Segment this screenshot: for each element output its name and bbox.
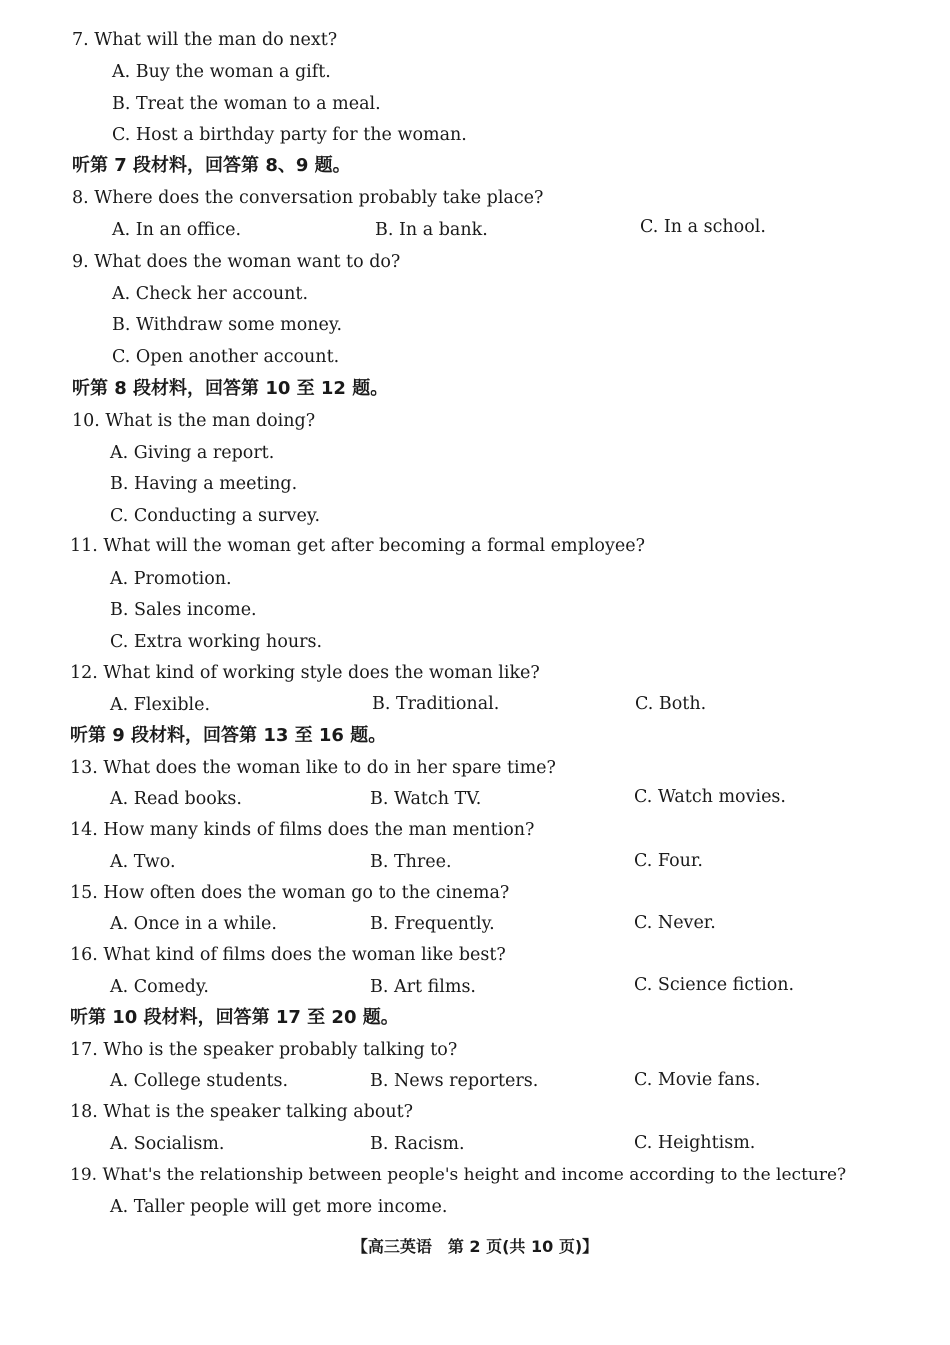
page-footer: 【高三英语 第 2 页(共 10 页)】 [351,1237,599,1256]
section-header-7: 听第 7 段材料，回答第 8、9 题。 [72,155,351,176]
question-18-option-b: B. Racism. [370,1134,465,1154]
question-8-stem: 8. Where does the conversation probably take place? [72,188,544,208]
question-9-stem: 9. What does the woman want to do? [72,252,401,272]
question-7-option-b: B. Treat the woman to a meal. [112,94,381,114]
question-16-stem: 16. What kind of films does the woman like best? [70,945,506,965]
question-7-option-a: A. Buy the woman a gift. [112,62,331,82]
question-10-stem: 10. What is the man doing? [72,411,316,431]
question-19-stem: 19. What's the relationship between people's height and income according to the lecture? [70,1165,847,1185]
question-13-option-b: B. Watch TV. [370,789,482,809]
question-7-stem: 7. What will the man do next? [72,30,338,50]
question-8-option-c: C. In a school. [640,217,766,237]
question-13-option-a: A. Read books. [110,789,242,809]
question-14-option-c: C. Four. [634,851,703,871]
question-12-option-a: A. Flexible. [110,695,211,715]
question-17-stem: 17. Who is the speaker probably talking to? [70,1040,458,1060]
question-14-option-a: A. Two. [110,852,176,872]
section-header-9: 听第 9 段材料，回答第 13 至 16 题。 [70,725,387,746]
question-16-option-c: C. Science fiction. [634,975,795,995]
question-8-option-a: A. In an office. [112,220,242,240]
question-9-option-b: B. Withdraw some money. [112,315,343,335]
question-10-option-c: C. Conducting a survey. [110,506,321,526]
question-9-option-c: C. Open another account. [112,347,340,367]
question-18-option-a: A. Socialism. [110,1134,225,1154]
question-16-option-a: A. Comedy. [110,977,209,997]
question-17-option-a: A. College students. [110,1071,289,1091]
section-header-8: 听第 8 段材料，回答第 10 至 12 题。 [72,378,389,399]
question-11-option-a: A. Promotion. [110,569,232,589]
question-18-option-c: C. Heightism. [634,1133,756,1153]
question-13-stem: 13. What does the woman like to do in her spare time? [70,758,556,778]
question-11-stem: 11. What will the woman get after becoming a formal employee? [70,536,645,556]
question-18-stem: 18. What is the speaker talking about? [70,1102,414,1122]
question-11-option-c: C. Extra working hours. [110,632,323,652]
question-7-option-c: C. Host a birthday party for the woman. [112,125,467,145]
question-17-option-b: B. News reporters. [370,1071,539,1091]
question-16-option-b: B. Art films. [370,977,476,997]
question-15-stem: 15. How often does the woman go to the cinema? [70,883,510,903]
question-15-option-c: C. Never. [634,913,716,933]
section-header-10: 听第 10 段材料，回答第 17 至 20 题。 [70,1007,399,1028]
question-10-option-b: B. Having a meeting. [110,474,298,494]
question-10-option-a: A. Giving a report. [110,443,275,463]
question-15-option-b: B. Frequently. [370,914,495,934]
question-12-option-b: B. Traditional. [372,694,500,714]
question-14-stem: 14. How many kinds of films does the man mention? [70,820,535,840]
question-11-option-b: B. Sales income. [110,600,257,620]
question-12-stem: 12. What kind of working style does the woman like? [70,663,540,683]
question-9-option-a: A. Check her account. [112,284,309,304]
question-14-option-b: B. Three. [370,852,452,872]
question-17-option-c: C. Movie fans. [634,1070,761,1090]
question-8-option-b: B. In a bank. [375,220,488,240]
question-12-option-c: C. Both. [635,694,707,714]
question-13-option-c: C. Watch movies. [634,787,786,807]
question-19-option-a: A. Taller people will get more income. [110,1197,448,1217]
question-15-option-a: A. Once in a while. [110,914,277,934]
